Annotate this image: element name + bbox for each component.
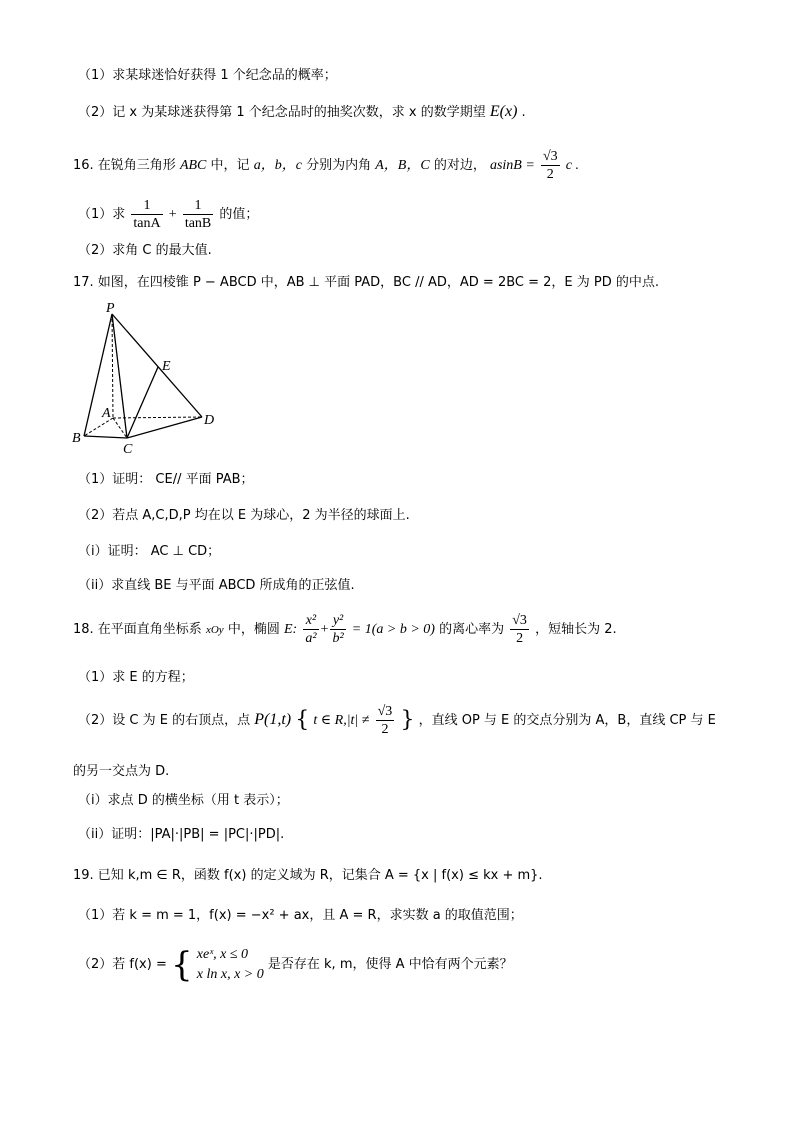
q18-b2: b² xyxy=(332,631,344,646)
q16-frac1-num: 1 xyxy=(131,197,162,215)
q18-part2 xyxy=(78,700,716,741)
label-B: B xyxy=(72,431,81,446)
q16-stem-c-end: c . xyxy=(565,158,579,173)
q18-left-brace: { xyxy=(295,707,310,733)
q17-part1: （1）证明： CE// 平面 PAB； xyxy=(78,472,254,487)
q17-stem: 17. 如图，在四棱锥 P − ABCD 中，AB ⊥ 平面 PAD，BC // AD，AD = 2BC = 2，E 为 PD 的中点. xyxy=(73,275,659,290)
q19-part2-a: （2）若 f(x) = xyxy=(78,957,167,972)
q18-point-P: P(1,t) xyxy=(254,711,292,728)
q18-e-den: 2 xyxy=(516,631,524,646)
q16-frac-den: 2 xyxy=(546,167,554,182)
q19-case-brace: { xyxy=(170,945,193,985)
q18-part2-a: （2）设 C 为 E 的右顶点，点 xyxy=(78,713,251,728)
q18-part2-ii: （ii）证明：|PA|·|PB| = |PC|·|PD|. xyxy=(78,827,285,842)
q18-y2: y² xyxy=(330,612,345,630)
q18-stem-f: 的离心率为 xyxy=(439,622,505,637)
label-A: A xyxy=(102,406,111,421)
q18-condition: = 1(a > b > 0) xyxy=(351,622,435,637)
q16-angles: A，B，C xyxy=(375,158,430,173)
q18-stem-g: ，短轴长为 2. xyxy=(535,622,617,637)
pyramid-figure xyxy=(70,300,230,460)
q16-stem-g: 的对边， xyxy=(433,158,486,173)
q15-part2-expectation: E(x) xyxy=(489,103,518,120)
q18-x2: x² xyxy=(303,612,318,630)
q18-a2: a² xyxy=(305,631,317,646)
q15-part2 xyxy=(78,102,526,123)
q17-part2: （2）若点 A,C,D,P 均在以 E 为球心，2 为半径的球面上. xyxy=(78,508,410,523)
q16-part1-plus: + xyxy=(168,207,177,222)
q15-part1: （1）求某球迷恰好获得 1 个纪念品的概率； xyxy=(78,68,337,83)
q16-stem-c: 中，记 xyxy=(210,158,250,173)
q16-stem xyxy=(73,148,579,183)
segment-CE xyxy=(127,367,158,438)
q17-part2-ii: （ii）求直线 BE 与平面 ABCD 所成角的正弦值. xyxy=(78,578,355,593)
q16-stem-e: 分别为内角 xyxy=(306,158,372,173)
q16-part2: （2）求角 C 的最大值. xyxy=(78,243,212,258)
q18-param-frac xyxy=(376,703,395,738)
q18-coord-system: xOy xyxy=(205,624,224,636)
q18-part2-e: ，直线 OP 与 E 的交点分别为 A，B，直线 CP 与 E xyxy=(418,713,716,728)
label-P: P xyxy=(106,301,115,316)
edge-CD xyxy=(127,417,202,438)
q17-part2-i: （i）证明： AC ⊥ CD； xyxy=(78,544,221,559)
edge-PD xyxy=(112,314,202,417)
q19-part1: （1）若 k = m = 1，f(x) = −x² + ax，且 A = R，求实数 a 的取值范围； xyxy=(78,908,523,923)
q18-right-brace: } xyxy=(400,707,415,733)
label-C: C xyxy=(123,442,133,457)
q18-part1: （1）求 E 的方程； xyxy=(78,670,194,685)
q18-part2-i: （i）求点 D 的横坐标（用 t 表示）； xyxy=(78,793,289,808)
q18-frac-y xyxy=(330,612,345,647)
q16-part1 xyxy=(78,196,258,234)
q16-part1-frac2 xyxy=(183,197,213,232)
q19-cases xyxy=(197,945,264,985)
edge-BC xyxy=(84,436,127,438)
q16-stem-a: 16. 在锐角三角形 xyxy=(73,158,176,173)
edge-PA xyxy=(112,314,113,418)
q18-frac-x xyxy=(303,612,318,647)
q15-part2-text: （2）记 x 为某球迷获得第 1 个纪念品时的抽奖次数，求 x 的数学期望 xyxy=(78,105,486,120)
edge-AD xyxy=(113,417,202,418)
q18-e-num: √3 xyxy=(512,613,527,628)
q19-stem: 19. 已知 k,m ∈ R，函数 f(x) 的定义域为 R，记集合 A = {x | f(x) ≤ kx + m}. xyxy=(73,868,543,883)
q18-param-den: 2 xyxy=(381,722,389,737)
q16-sides: a，b，c xyxy=(253,158,302,173)
q16-frac2-den: tanB xyxy=(184,216,212,231)
q18-stem-c: 中，椭圆 xyxy=(227,622,280,637)
q16-triangle: ABC xyxy=(179,158,207,173)
q16-frac1-den: tanA xyxy=(133,216,161,231)
q16-fraction xyxy=(541,148,560,183)
q15-part2-period: . xyxy=(521,105,526,120)
q16-part1-a: （1）求 xyxy=(78,207,126,222)
q18-eccentricity xyxy=(510,612,529,647)
q16-part1-b: 的值； xyxy=(219,207,259,222)
q18-param-num: √3 xyxy=(377,704,393,719)
q19-case1: xeˣ, x ≤ 0 xyxy=(196,947,249,962)
q18-stem: 18. 在平面直角坐标系 xOy 中，椭圆 E: $\frac{\text{x²}}{\text{a²}}$ + $\frac{\text{y²}}{\text{b²}}$ = 1(a > b > 0) 的离心率为 $\frac{√3}{2}$ ，短轴长为 2. xyxy=(73,613,617,646)
q18-part2-cont: 的另一交点为 D. xyxy=(73,764,170,779)
q19-part2 xyxy=(78,945,513,985)
q16-part1-frac1 xyxy=(131,197,162,232)
q16-equation: asinB = xyxy=(489,158,535,173)
label-D: D xyxy=(204,413,215,428)
q16-frac2-num: 1 xyxy=(183,197,213,215)
label-E: E xyxy=(162,359,171,374)
q18-stem-a: 18. 在平面直角坐标系 xyxy=(73,622,202,637)
q18-ellipse-name: E: xyxy=(283,622,298,637)
q16-frac-num: √3 xyxy=(542,149,558,164)
q18-param-condition: t ∈ R,|t| ≠ xyxy=(313,713,370,728)
q19-part2-b: 是否存在 k, m，使得 A 中恰有两个元素？ xyxy=(267,957,513,972)
q19-case2: x ln x, x > 0 xyxy=(196,967,264,982)
